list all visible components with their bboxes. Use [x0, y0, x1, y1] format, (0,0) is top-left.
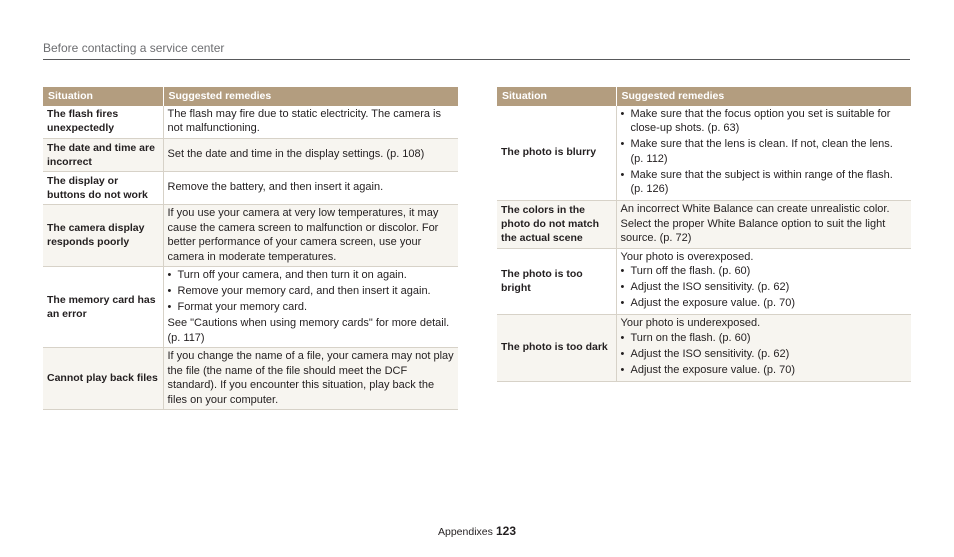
table-row [43, 267, 458, 348]
list-item: • Adjust the exposure value. (p. 70) [621, 363, 908, 378]
situation-cell: The memory card has an error [43, 267, 163, 348]
situation-cell: Cannot play back files [43, 348, 163, 410]
remedy-intro: Your photo is overexposed. [620, 250, 754, 263]
remedy-intro: Your photo is underexposed. [620, 317, 761, 329]
column-header-situation: Situation [43, 87, 163, 106]
page-header-title: Before contacting a service center [43, 41, 225, 55]
situation-cell: The camera display responds poorly [43, 205, 163, 267]
remedy-cell: If you use your camera at very low temperatures, it may cause the camera screen to malfunction or discolor. For better performance of your camera screen, use your camera in moderate temperatures. [163, 205, 458, 267]
remedy-cell: Set the date and time in the display settings. (p. 108) [163, 139, 458, 172]
table-row [497, 315, 911, 382]
list-item: • Make sure that the focus option you set is suitable for close-up shots. (p. 63) [621, 107, 908, 136]
troubleshooting-table-right [497, 87, 911, 382]
table-row [43, 139, 458, 172]
list-item: • Turn off the flash. (p. 60) [621, 264, 908, 279]
header-divider [43, 59, 910, 60]
table-row [43, 205, 458, 267]
table-row [43, 106, 458, 139]
column-header-remedies: Suggested remedies [163, 87, 458, 106]
list-item: • Make sure that the lens is clean. If not, clean the lens. (p. 112) [621, 137, 908, 166]
column-header-situation: Situation [497, 87, 616, 106]
remedy-cell: The flash may fire due to static electricity. The camera is not malfunctioning. [163, 106, 458, 139]
remedy-bullet-list [621, 264, 908, 311]
list-item: • Turn on the flash. (p. 60) [621, 331, 908, 346]
remedy-cell: Remove the battery, and then insert it again. [163, 172, 458, 205]
situation-cell: The photo is blurry [497, 106, 616, 201]
situation-cell: The photo is too bright [497, 248, 616, 315]
situation-cell: The date and time are incorrect [43, 139, 163, 172]
situation-cell: The photo is too dark [497, 315, 616, 382]
remedy-bullet-list [168, 268, 455, 315]
table-row [497, 248, 911, 315]
list-item: • Remove your memory card, and then insert it again. [168, 284, 455, 299]
list-item: • Adjust the ISO sensitivity. (p. 62) [621, 280, 908, 295]
remedy-cell [616, 315, 911, 382]
list-item: • Make sure that the subject is within range of the flash. (p. 126) [621, 168, 908, 197]
table-header-row [497, 87, 911, 106]
remedy-cell: If you change the name of a file, your camera may not play the file (the name of the file should meet the DCF standard). If you encounter this situation, play back the files on your computer. [163, 348, 458, 410]
situation-cell: The flash fires unexpectedly [43, 106, 163, 139]
remedy-cell [616, 248, 911, 315]
table-row [497, 201, 911, 249]
table-row [43, 348, 458, 410]
table-row [43, 172, 458, 205]
remedy-bullet-list [621, 331, 908, 378]
situation-cell: The colors in the photo do not match the actual scene [497, 201, 616, 249]
footer-section-label: Appendixes [438, 526, 493, 538]
column-header-remedies: Suggested remedies [616, 87, 911, 106]
remedy-cell: An incorrect White Balance can create unrealistic color. Select the proper White Balance option to suit the light source. (p. 72) [616, 201, 911, 249]
remedy-cell [616, 106, 911, 201]
page-number: 123 [496, 524, 517, 538]
troubleshooting-table-left [43, 87, 458, 410]
list-item: • Adjust the ISO sensitivity. (p. 62) [621, 347, 908, 362]
list-item: • Turn off your camera, and then turn it on again. [168, 268, 455, 283]
situation-cell: The display or buttons do not work [43, 172, 163, 205]
remedy-note: See "Cautions when using memory cards" for more detail. (p. 117) [167, 317, 450, 344]
table-header-row [43, 87, 458, 106]
remedy-bullet-list [621, 107, 908, 197]
remedy-cell [163, 267, 458, 348]
table-row [497, 106, 911, 201]
list-item: • Adjust the exposure value. (p. 70) [621, 296, 908, 311]
list-item: • Format your memory card. [168, 300, 455, 315]
